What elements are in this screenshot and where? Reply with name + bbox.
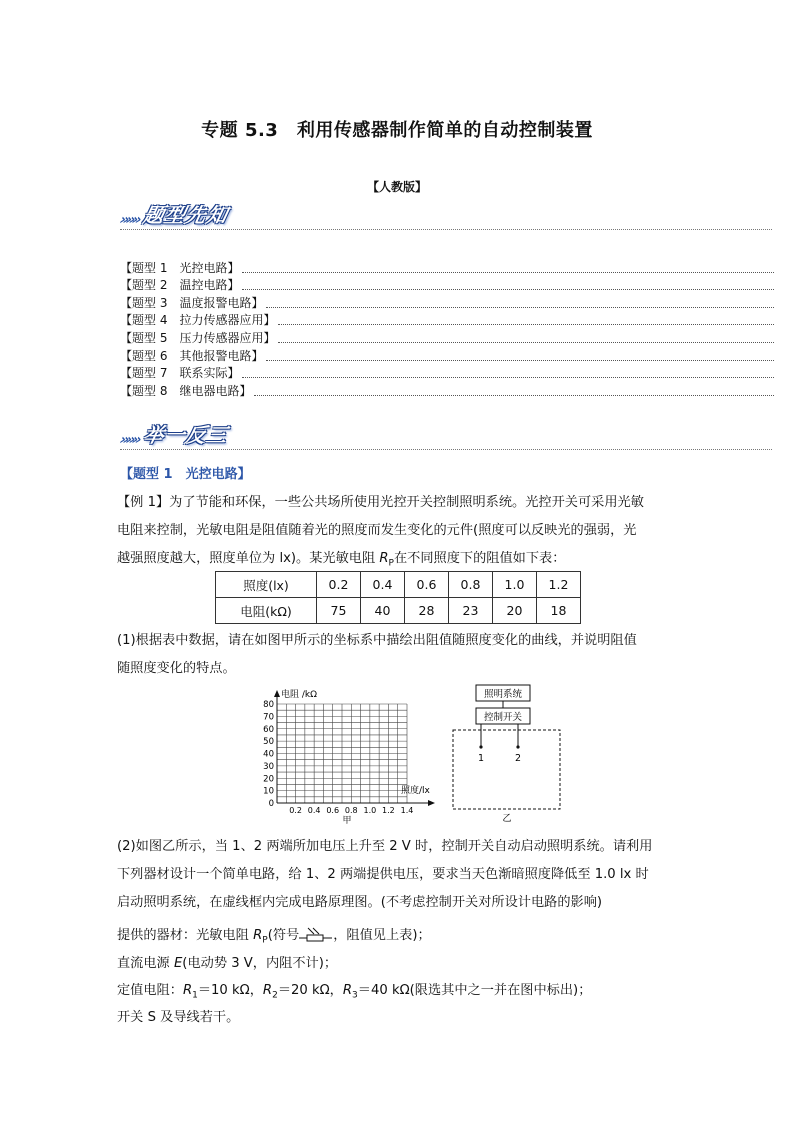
example-text-line: 电阻来控制，光敏电阻是阻值随着光的照度而发生变化的元件(照度可以反映光的强弱，光 [117,523,637,538]
toc-leader [242,289,774,290]
y-tick-label: 10 [263,786,274,797]
x-axis-label: 照度/lx [401,786,430,796]
toc-item[interactable] [120,382,774,400]
materials-line: 开关 S 及导线若干。 [117,1010,240,1025]
figure-jia-grid [255,686,445,826]
toc-item-label: 【题型 5 压力传感器应用】 [120,330,276,345]
x-tick-label: 1.0 [363,806,377,815]
example-text-line: 【例 1】为了节能和环保，一些公共场所使用光控开关控制照明系统。光控开关可采用光敏 [117,495,644,510]
toc-item[interactable] [120,312,774,330]
toc-leader [254,395,774,396]
table-cell: 1.0 [493,572,537,598]
table-cell: 0.4 [361,572,405,598]
toc-leader [242,272,774,273]
example-text-line: 越强照度越大，照度单位为 lx)。某光敏电阻 $R_P$在不同照度下的阻值如下表： [117,551,566,569]
table-cell: 40 [361,598,405,624]
x-tick-label: 0.6 [326,806,340,815]
y-tick-label: 20 [263,774,274,785]
photoresistor-symbol-icon [299,927,333,943]
banner-practice-text: 举一反三 [141,423,231,447]
toc-item-label: 【题型 7 联系实际】 [120,366,240,381]
question-text-line: 下列器材设计一个简单电路，给 1、2 两端提供电压，要求当天色渐暗照度降低至 1.0 lx 时 [117,867,649,882]
table-cell: 1.2 [537,572,581,598]
section-heading: 【题型 1 光控电路】 [120,467,251,482]
y-tick-label: 60 [263,724,274,735]
toc-leader [278,324,774,325]
x-tick-labels [289,806,413,815]
x-tick-label: 0.8 [344,806,358,815]
banner-practice [117,420,231,448]
toc-item-label: 【题型 2 温控电路】 [120,278,240,293]
table-cell: 18 [537,598,581,624]
materials-line: 直流电源 E(电动势 3 V，内阻不计)； [117,956,338,971]
edition-label: 【人教版】 [366,180,427,194]
materials-line: 定值电阻：$R_1=10$ kΩ，$R_2=20$ kΩ，$R_3=40$ kΩ(限选其中之一并在图中标出)； [117,983,592,1001]
banner-overview [117,200,231,228]
toc-leader [242,377,774,378]
data-table [215,571,581,624]
row-label: 电阻(kΩ) [216,598,317,624]
y-axis-label: 电阻 /kΩ [281,690,317,700]
toc-leader [266,307,774,308]
y-tick-label: 0 [268,799,274,809]
terminal-2-label: 2 [514,753,522,764]
question-text-line: (2)如图乙所示，当 1、2 两端所加电压上升至 2 V 时，控制开关自动启动照明系统。请利用 [117,839,653,854]
toc-item-label: 【题型 6 其他报警电路】 [120,348,264,363]
figure-caption: 甲 [342,816,352,826]
terminal-1-label: 1 [477,753,485,764]
row-label: 照度(lx) [216,572,317,598]
terminal-1-dot [479,745,482,748]
x-tick-label: 0.2 [289,806,302,815]
figure-yi-circuit [450,682,565,822]
question-text-line: (1)根据表中数据，请在如图甲所示的坐标系中描绘出阻值随照度变化的曲线，并说明阻值 [117,633,637,648]
toc-item[interactable] [120,329,774,347]
y-axis-arrow-icon [274,690,280,697]
figure-caption: 乙 [502,814,512,822]
control-switch-label: 控制开关 [483,712,523,723]
toc-item-label: 【题型 8 继电器电路】 [120,383,252,398]
table-of-contents [120,259,774,400]
toc-item-label: 【题型 4 拉力传感器应用】 [120,313,276,328]
y-tick-label: 70 [263,712,274,723]
divider [120,449,772,450]
x-tick-label: 1.4 [400,806,414,815]
table-row [216,572,581,598]
y-tick-label: 80 [263,700,274,710]
toc-leader [266,360,774,361]
x-axis-arrow-icon [428,800,435,806]
banner-overview-text: 题型先知 [141,203,231,227]
materials-line: 提供的器材：光敏电阻 $R_P$(符号 ，阻值见上表)； [117,928,431,946]
toc-item[interactable] [120,259,774,277]
terminal-2-dot [516,745,519,748]
y-tick-label: 40 [263,749,274,760]
toc-item[interactable] [120,365,774,383]
y-tick-labels [263,700,274,809]
y-tick-label: 50 [263,737,274,748]
table-cell: 75 [317,598,361,624]
dashed-design-box [453,730,560,809]
toc-item[interactable] [120,347,774,365]
toc-item-label: 【题型 1 光控电路】 [120,260,240,275]
banner-arrows-icon: »»» [117,432,141,448]
symbol-rp: R [379,551,389,566]
toc-item[interactable] [120,277,774,295]
table-cell: 0.2 [317,572,361,598]
lighting-system-label: 照明系统 [483,689,523,700]
table-cell: 23 [449,598,493,624]
question-text-line: 随照度变化的特点。 [117,661,236,676]
banner-arrows-icon: »»» [117,212,141,228]
x-tick-label: 0.4 [307,806,321,815]
divider [120,229,772,230]
x-tick-label: 1.2 [382,806,395,815]
toc-leader [278,342,774,343]
table-row [216,598,581,624]
y-tick-label: 30 [263,761,274,772]
table-cell: 28 [405,598,449,624]
table-cell: 20 [493,598,537,624]
grid-lines [277,704,407,803]
page-title: 专题 5.3 利用传感器制作简单的自动控制装置 [201,120,593,141]
toc-item-label: 【题型 3 温度报警电路】 [120,295,264,310]
table-cell: 0.6 [405,572,449,598]
table-cell: 0.8 [449,572,493,598]
toc-item[interactable] [120,294,774,312]
question-text-line: 启动照明系统，在虚线框内完成电路原理图。(不考虑控制开关对所设计电路的影响) [117,895,603,910]
